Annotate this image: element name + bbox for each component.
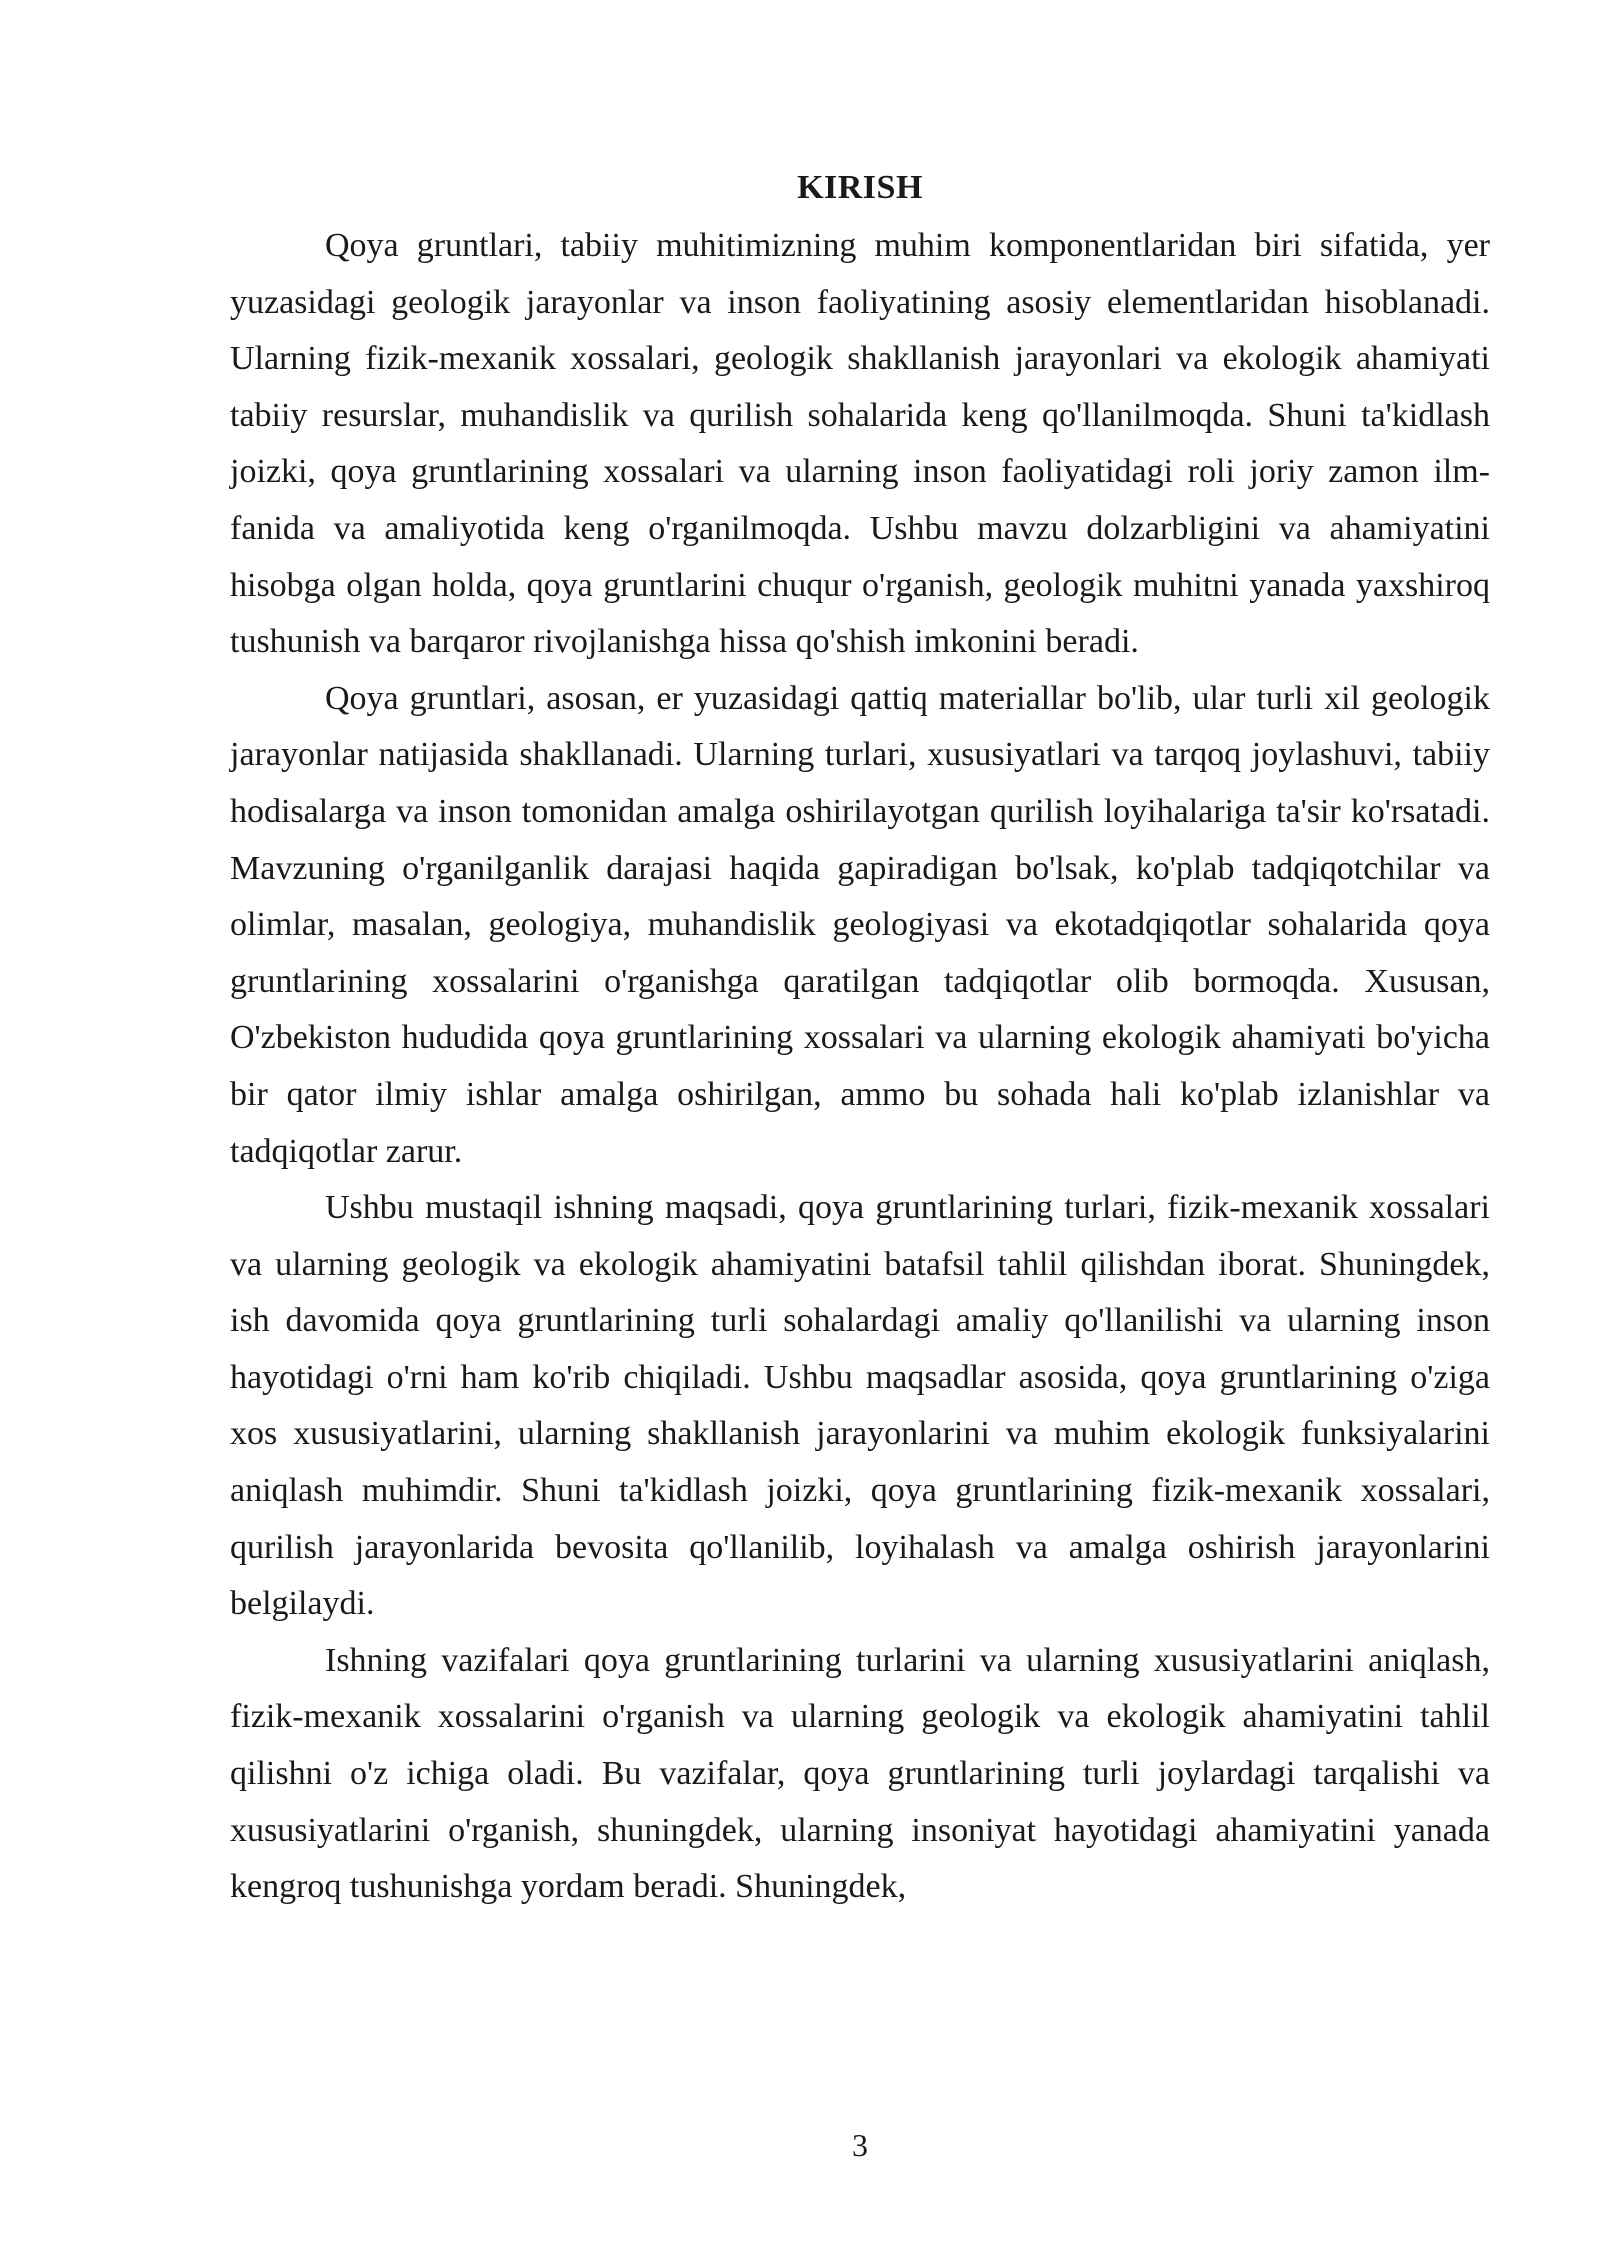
paragraph-intro: Qoya gruntlari, tabiiy muhitimizning muhim komponentlaridan biri sifatida, yer yuzasidagi geologik jarayonlar va inson faoliyatining asosiy elementlaridan hisoblanadi. Ularning fizik-mexanik xossalari, geologik shakllanish jarayonlari va ekologik ahamiyati tabiiy resurslar, muhandislik va qurilish sohalarida keng qo'llanilmoqda. Shuni ta'kidlash joizki, qoya gruntlarining xossalari va ularning inson faoliyatidagi roli joriy zamon ilm-fanida va amaliyotida keng o'rganilmoqda. Ushbu mavzu dolzarbligini va ahamiyatini hisobga olgan holda, qoya gruntlarini chuqur o'rganish, geologik muhitni yanada yaxshiroq tushunish va barqaror rivojlanishga hissa qo'shish imkonini beradi. — [230, 227, 1490, 661]
paragraph-goal: Ushbu mustaqil ishning maqsadi, qoya gruntlarining turlari, fizik-mexanik xossalari va ularning geologik va ekologik ahamiyatini batafsil tahlil qilishdan iborat. Shuningdek, ish davomida qoya gruntlarining turli sohalardagi amaliy qo'llanilishi va ularning inson hayotidagi o'rni ham ko'rib chiqiladi. Ushbu maqsadlar asosida, qoya gruntlarining o'ziga xos xususiyatlarini, ularning shakllanish jarayonlarini va muhim ekologik funksiyalarini aniqlash muhimdir. Shuni ta'kidlash joizki, qoya gruntlarining fizik-mexanik xossalari, qurilish jarayonlarida bevosita qo'llanilib, loyihalash va amalga oshirish jarayonlarini belgilaydi. — [230, 1189, 1490, 1623]
section-title: KIRISH — [797, 169, 923, 206]
paragraph-study-level: Qoya gruntlari, asosan, er yuzasidagi qattiq materiallar bo'lib, ular turli xil geologik jarayonlar natijasida shakllanadi. Ularning turlari, xususiyatlari va tarqoq joylashuvi, tabiiy hodisalarga va inson tomonidan amalga oshirilayotgan qurilish loyihalariga ta'sir ko'rsatadi. Mavzuning o'rganilganlik darajasi haqida gapiradigan bo'lsak, ko'plab tadqiqotchilar va olimlar, masalan, geologiya, muhandislik geologiyasi va ekotadqiqotlar sohalarida qoya gruntlarining xossalarini o'rganishga qaratilgan tadqiqotlar olib bormoqda. Xususan, O'zbekiston hududida qoya gruntlarining xossalari va ularning ekologik ahamiyati bo'yicha bir qator ilmiy ishlar amalga oshirilgan, ammo bu sohada hali ko'plab izlanishlar va tadqiqotlar zarur. — [230, 679, 1490, 1170]
paragraph-tasks: Ishning vazifalari qoya gruntlarining turlarini va ularning xususiyatlarini aniqlash, fizik-mexanik xossalarini o'rganish va ularning geologik va ekologik ahamiyatini tahlil qilishni o'z ichiga oladi. Bu vazifalar, qoya gruntlarining turli joylardagi tarqalishi va xususiyatlarini o'rganish, shuningdek, ularning insoniyat hayotidagi ahamiyatini yanada kengroq tushunishga yordam beradi. Shuningdek, — [230, 1641, 1490, 1906]
page-content — [230, 160, 1490, 1916]
page-number: 3 — [852, 2127, 868, 2163]
